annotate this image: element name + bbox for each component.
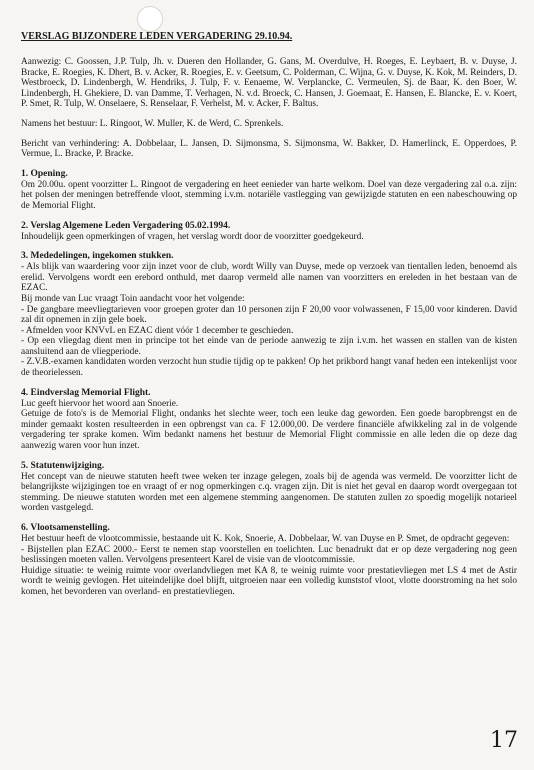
section-previous-minutes <box>21 221 517 243</box>
section-text: - Als blijk van waardering voor zijn inzet voor de club, wordt Willy van Duyse, mede op verzoek van tientallen leden, benoemd als erelid. Vervolgens wordt een erebord onthuld, met daarop vermeld alle namen van voorzitters en ereleden in het bestaan van de EZAC. <box>21 262 517 294</box>
punch-hole <box>137 6 163 32</box>
section-statutes <box>21 461 517 514</box>
section-text: Getuige de foto's is de Memorial Flight, ondanks het slechte weer, toch een leuke dag geworden. Een goede baropbrengst en de minder gemaakt kosten resulteerden in een opbrengst van ca. F 12.000,00. De verdere financiële afwikkeling zal in de volgende vergadering ter sprake komen. Wim bedankt namens het bestuur de Memorial Flight commissie en alle leden die op deze dag aanwezig waren voor hun inzet. <box>21 409 517 452</box>
section-memorial-flight <box>21 388 517 452</box>
section-heading: 5. Statutenwijziging. <box>21 460 105 471</box>
absentees-paragraph: Bericht van verhindering: A. Dobbelaar, L. Jansen, D. Sijmonsma, S. Sijmonsma, W. Bakker, D. Hamerlinck, E. Opperdoes, P. Vermue, L. Bracke, P. Bracke. <box>21 138 517 160</box>
document-body <box>21 31 517 607</box>
section-text: - Op een vliegdag dient men in principe tot het einde van de periode aanwezig te zijn i.v.m. het wassen en stallen van de kisten aansluitend aan de vliegperiode. <box>21 336 517 357</box>
page-number: 17 <box>490 728 518 753</box>
section-opening <box>21 169 517 212</box>
section-text: - Bijstellen plan EZAC 2000.- Eerst te nemen stap voorstellen en toelichten. Luc benadrukt dat er op deze vergadering nog geen beslissingen moeten vallen. Vervolgens presenteert Karel de visie van de vlootcommissie. <box>21 544 517 566</box>
section-heading: 2. Verslag Algemene Leden Vergadering 05.02.1994. <box>21 220 231 231</box>
document-title: VERSLAG BIJZONDERE LEDEN VERGADERING 29.10.94. <box>21 31 293 42</box>
section-text: - Afmelden voor KNVvL en EZAC dient vóór 1 december te geschieden. <box>21 325 294 336</box>
section-heading: 6. Vlootsamenstelling. <box>21 523 110 533</box>
section-heading: 4. Eindverslag Memorial Flight. <box>21 387 151 398</box>
section-text: - Z.V.B.-examen kandidaten worden verzocht hun studie tijdig op te pakken! Op het prikbord hangt vanaf heden een intekenlijst voor de theorielessen. <box>21 357 517 379</box>
board-paragraph: Namens het bestuur: L. Ringoot, W. Muller, K. de Werd, C. Sprenkels. <box>21 118 284 129</box>
section-text: Luc geeft hiervoor het woord aan Snoerie. <box>21 398 179 409</box>
section-heading: 3. Mededelingen, ingekomen stukken. <box>21 251 174 262</box>
section-fleet <box>21 523 517 598</box>
section-text: Huidige situatie: te weinig ruimte voor overlandvliegen met KA 8, te weinig ruimte voor prestatievliegen met LS 4 met de Astir wordt te weinig gevlogen. Het uiteindelijke doel blijft, uitgroeien naar een volledig kunststof vloot, vlotte doorstroming na het solo komen, het bevorderen van overland- en prestatievliegen. <box>21 565 517 597</box>
section-text: Om 20.00u. opent voorzitter L. Ringoot de vergadering en heet eenieder van harte welkom. Doel van deze vergadering zal o.a. zijn: het polsen der meningen betreffende vloot, stemming i.v.m. notariële vastlegging van gewijzigde statuten en een nabeschouwing op de Memorial Flight. <box>21 179 517 211</box>
section-text: Het bestuur heeft de vlootcommissie, bestaande uit K. Kok, Snoerie, A. Dobbelaar, W. van Duyse en P. Smet, de opdracht gegeven: <box>21 534 510 544</box>
section-heading: 1. Opening. <box>21 168 68 179</box>
attendees-paragraph: Aanwezig: C. Goossen, J.P. Tulp, Jh. v. Dueren den Hollander, G. Gans, M. Overdulve, H. Roeges, E. Leybaert, B. v. Duyse, J. Bracke, E. Roegies, K. Dhert, B. v. Acker, R. Roegies, E. v. Geetsum, C. Polderman, C. Wijna, G. v. Duyse, K. Kok, M. Reinders, D. Westbroeck, D. Lindenbergh, W. Hendriks, J. Tulp, F. v. Eenaeme, W. Verplancke, C. Vermeulen, Sj. de Baar, K. den Boer, W. Lindenbergh, H. Ghekiere, D. van Damme, T. Verhagen, N. v.d. Broeck, C. Hansen, J. Goemaat, E. Hansen, E. Blancke, E. v. Koert, P. Smet, R. Tulp, W. Onselaere, S. Renselaar, F. Verhelst, M. v. Acker, F. Baltus. <box>21 57 517 110</box>
section-announcements <box>21 251 517 379</box>
section-text: Bij monde van Luc vraagt Toin aandacht voor het volgende: <box>21 293 245 304</box>
section-text: - De gangbare meevliegtarieven voor groepen groter dan 10 personen zijn F 20,00 voor volwassenen, F 15,00 voor kinderen. David zal dit opnemen in zijn gele boek. <box>21 304 517 326</box>
section-text: Inhoudelijk geen opmerkingen of vragen, het verslag wordt door de voorzitter goedgekeurd. <box>21 231 364 242</box>
section-text: Het concept van de nieuwe statuten heeft twee weken ter inzage gelegen, zoals bij de agenda was vermeld. De voorzitter licht de belangrijkste wijzigingen toe en vraagt of er nog opmerkingen c.q. vragen zijn. Dit is niet het geval en daarop wordt overgegaan tot stemming. De nieuwe statuten worden met een algemene stemming aangenomen. De statuten zullen zo spoedig mogelijk notarieel worden vastgelegd. <box>21 471 517 514</box>
